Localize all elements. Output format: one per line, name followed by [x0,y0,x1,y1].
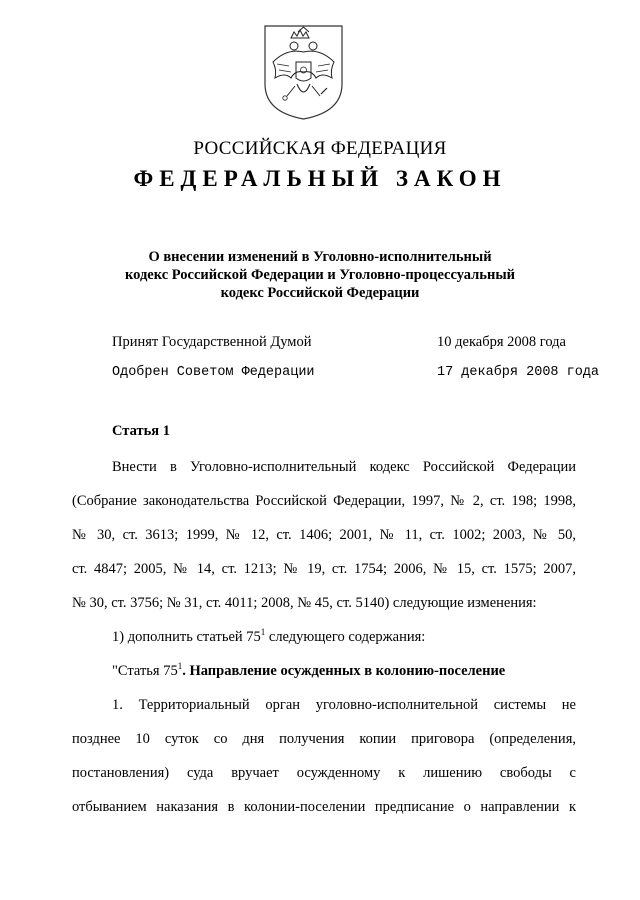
country-name: РОССИЙСКАЯ ФЕДЕРАЦИЯ [193,138,447,159]
paragraph-line: № 30, ст. 3613; 1999, № 12, ст. 1406; 2001, № 11, ст. 1002; 2003, № 50, [72,527,576,543]
new-article-dot: . [182,663,190,679]
paragraph-line: 1. Территориальный орган уголовно-исполнительной системы не [112,697,576,713]
paragraph-line: Внести в Уголовно-исполнительный кодекс Российской Федерации [112,459,576,475]
adoption-duma-row [112,334,592,351]
new-article-number: "Статья 75 [112,663,178,679]
paragraph-line: (Собрание законодательства Российской Федерации, 1997, № 2, ст. 198; 1998, [72,493,576,509]
document-type: ФЕДЕРАЛЬНЫЙ ЗАКОН [133,166,507,191]
russian-coat-of-arms-icon [261,22,346,122]
paragraph-line: № 30, ст. 3756; № 31, ст. 4011; 2008, № 45, ст. 5140) следующие изменения: [72,595,537,611]
new-article-title: Направление осужденных в колонию-поселение [189,663,506,679]
law-title [0,248,640,302]
law-title-line: кодекс Российской Федерации [220,285,420,301]
law-title-line: О внесении изменений в Уголовно-исполнительный [148,249,492,265]
paragraph-line: ст. 4847; 2005, № 14, ст. 1213; № 19, ст. 1754; 2006, № 15, ст. 1575; 2007, [72,561,576,577]
amendment-text: 1) дополнить статьей 75 [112,629,261,645]
superscript: 1 [177,661,183,672]
law-title-line: кодекс Российской Федерации и Уголовно-процессуальный [124,267,516,283]
amendment-item [112,629,425,646]
approval-label: Одобрен Советом Федерации [112,365,315,380]
superscript: 1 [260,627,266,638]
approval-date: 17 декабря 2008 года [437,365,600,380]
article-heading: Статья 1 [112,423,170,439]
paragraph-line: постановления) суда вручает осужденному к лишению свободы с [72,765,576,781]
amendment-text: следующего содержания: [265,629,426,645]
paragraph-line: позднее 10 суток со дня получения копии приговора (определения, [72,731,576,747]
adoption-date: 10 декабря 2008 года [437,334,566,350]
approval-council-row [112,365,600,380]
new-article-heading [112,663,505,680]
paragraph-line: отбыванием наказания в колонии-поселении предписание о направлении к [72,799,576,815]
adoption-label: Принят Государственной Думой [112,334,312,350]
